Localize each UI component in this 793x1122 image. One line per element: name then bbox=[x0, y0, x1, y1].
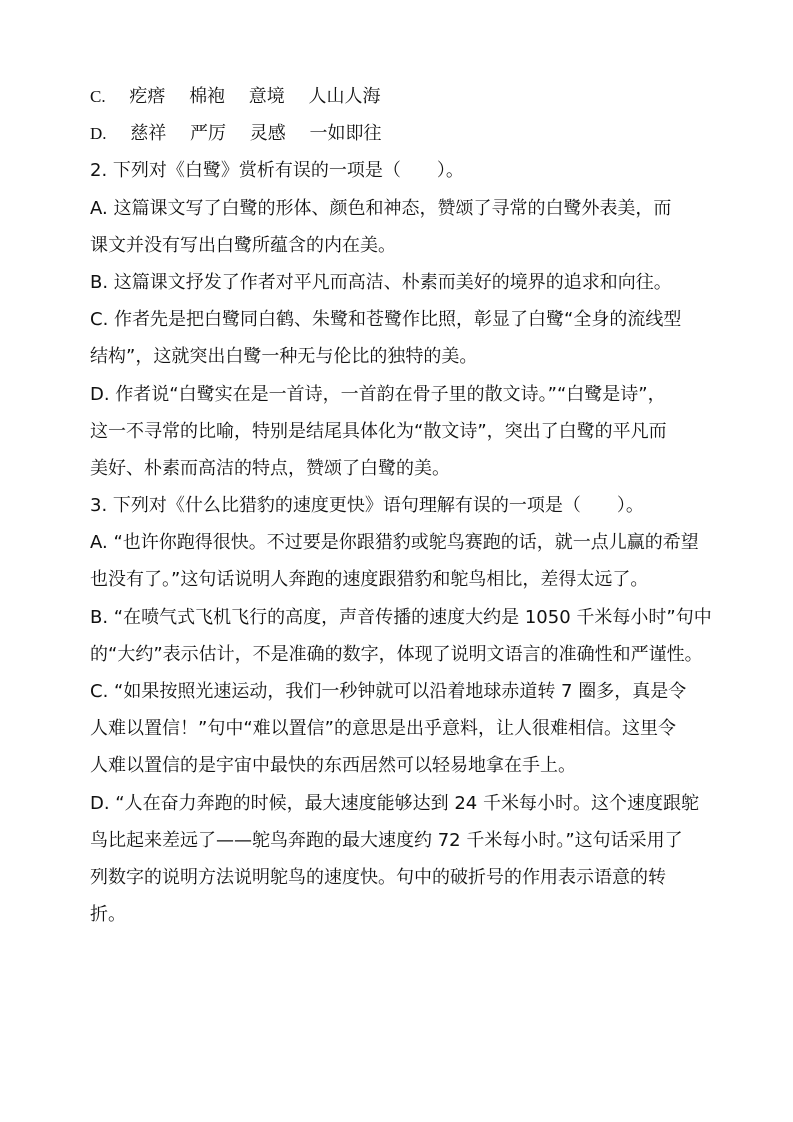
text-line: C. 作者先是把白鹭同白鹤、朱鹭和苍鹭作比照，彰显了白鹭“全身的流线型 bbox=[90, 309, 682, 331]
word: 意境 bbox=[248, 86, 285, 107]
text-line: 美好、朴素而高洁的特点，赞颂了白鹭的美。 bbox=[90, 457, 450, 479]
q3-option-b bbox=[90, 599, 710, 673]
text-line: 这一不寻常的比喻，特别是结尾具体化为“散文诗”，突出了白鹭的平凡而 bbox=[90, 420, 667, 442]
word: 人山人海 bbox=[308, 86, 381, 107]
text-line: A. “也许你跑得很快。不过要是你跟猎豹或鸵鸟赛跑的话，就一点儿赢的希望 bbox=[90, 532, 699, 554]
text-line: 折。 bbox=[90, 904, 126, 926]
text-line: 人难以置信的是宇宙中最快的东西居然可以轻易地拿在手上。 bbox=[90, 755, 576, 777]
text-line: 也没有了。”这句话说明人奔跑的速度跟猎豹和鸵鸟相比，差得太远了。 bbox=[90, 569, 649, 591]
q3-option-a bbox=[90, 524, 710, 598]
q2-option-c bbox=[90, 301, 710, 375]
text-line: B. 这篇课文抒发了作者对平凡而高洁、朴素而美好的境界的追求和向往。 bbox=[90, 271, 672, 293]
q1-option-c bbox=[90, 78, 710, 115]
text-line: 列数字的说明方法说明鸵鸟的速度快。句中的破折号的作用表示语意的转 bbox=[90, 866, 666, 888]
text-line: C. “如果按照光速运动，我们一秒钟就可以沿着地球赤道转 7 圈多，真是令 bbox=[90, 681, 687, 702]
word: 慈祥 bbox=[130, 123, 167, 145]
document-page bbox=[90, 78, 710, 933]
text-line: A. 这篇课文写了白鹭的形体、颜色和神态，赞颂了寻常的白鹭外表美，而 bbox=[90, 197, 672, 219]
q2-option-b bbox=[90, 264, 710, 301]
q3-stem: 3. 下列对《什么比猎豹的速度更快》语句理解有误的一项是（ ）。 bbox=[90, 495, 644, 517]
q3-option-c bbox=[90, 673, 710, 785]
q3-option-d bbox=[90, 785, 710, 934]
text-line: 人难以置信！”句中“难以置信”的意思是出乎意料，让人很难相信。这里令 bbox=[90, 718, 676, 740]
word: 棉袍 bbox=[189, 86, 226, 107]
word: 灵感 bbox=[249, 123, 286, 145]
text-line: 结构”，这就突出白鹭一种无与伦比的独特的美。 bbox=[90, 346, 478, 368]
text-line: 的“大约”表示估计，不是准确的数字，体现了说明文语言的准确性和严谨性。 bbox=[90, 643, 703, 665]
q1-option-d bbox=[90, 115, 710, 152]
q2-option-a bbox=[90, 190, 710, 264]
text-line: 鸟比起来差远了——鸵鸟奔跑的最大速度约 72 千米每小时。”这句话采用了 bbox=[90, 829, 683, 851]
text-line: D. “人在奋力奔跑的时候，最大速度能够达到 24 千米每小时。这个速度跟鸵 bbox=[90, 792, 699, 814]
text-line: 课文并没有写出白鹭所蕴含的内在美。 bbox=[90, 234, 396, 256]
text-line: D. 作者说“白鹭实在是一首诗，一首韵在骨子里的散文诗。”“白鹭是诗”， bbox=[90, 383, 666, 405]
word: 疙瘩 bbox=[129, 86, 166, 107]
word: 严厉 bbox=[190, 123, 226, 145]
text-line: B. “在喷气式飞机飞行的高度，声音传播的速度大约是 1050 千米每小时”句中 bbox=[90, 606, 712, 628]
option-label: D. bbox=[90, 124, 107, 144]
word: 一如即往 bbox=[309, 123, 382, 145]
option-label: C. bbox=[90, 87, 106, 106]
q2-stem: 2. 下列对《白鹭》赏析有误的一项是（ ）。 bbox=[90, 160, 464, 182]
q2-option-d bbox=[90, 376, 710, 488]
